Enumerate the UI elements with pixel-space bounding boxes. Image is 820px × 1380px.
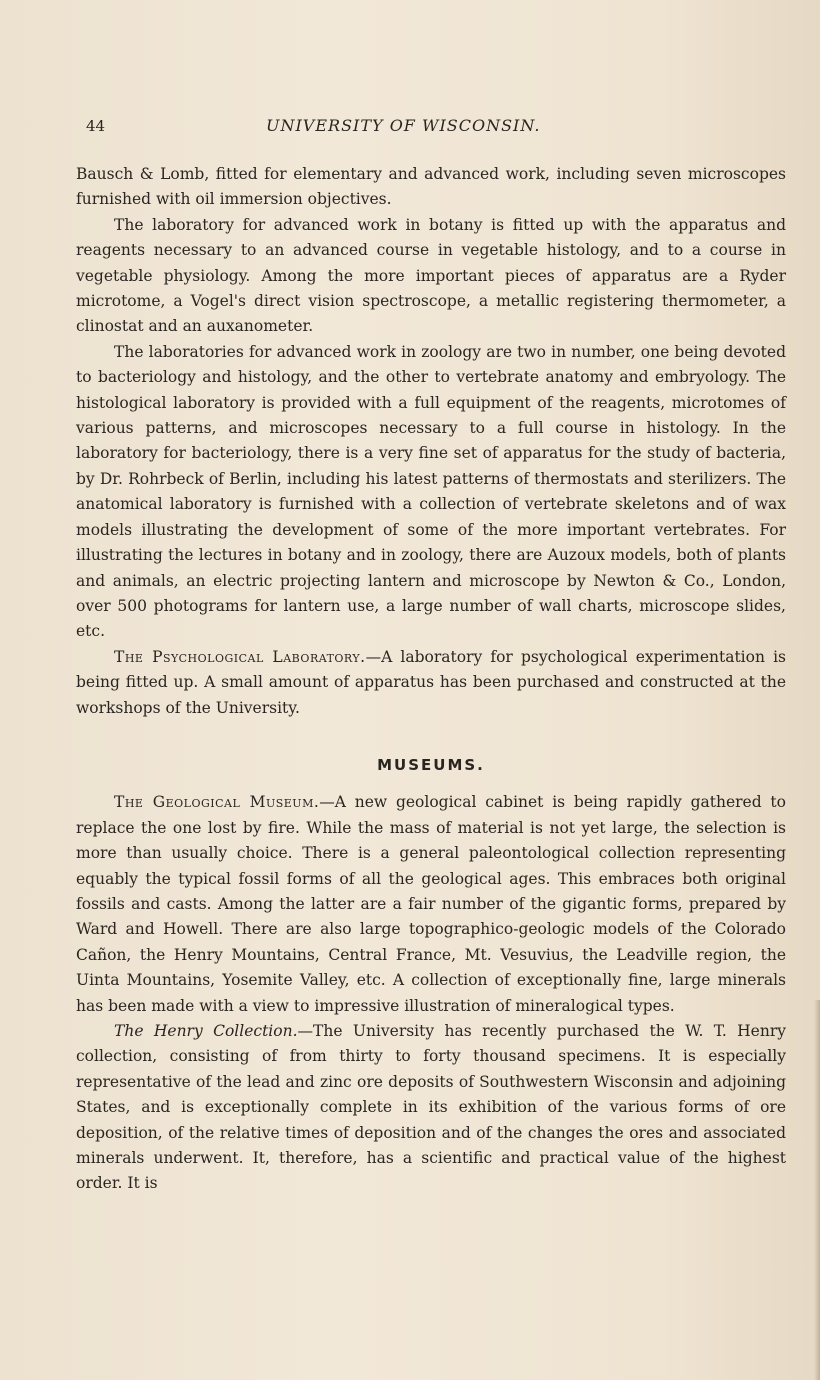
paragraph-botany-laboratory: The laboratory for advanced work in botany is fitted up with the apparatus and reagents necessary to an advanced course in vegetable histology, and to a course in vegetable physiology. Among the more important pieces of apparatus are a Ryder microtome, a Vogel's direct vision spectroscope, a metallic registering thermometer, a clinostat and an auxanometer. bbox=[76, 215, 786, 336]
psychological-laboratory-text: —A laboratory for psychological experimentation is being fitted up. A small amount of apparatus has been purchased and constructed at the workshops of the University. bbox=[76, 647, 786, 717]
paragraph-bausch-lomb: Bausch & Lomb, fitted for elementary and advanced work, including seven microscopes furnished with oil immersion objectives. bbox=[76, 165, 786, 209]
page-body bbox=[76, 162, 786, 1197]
psychological-laboratory-lead: The Psychological Laboratory. bbox=[114, 647, 366, 666]
geological-museum-text: —A new geological cabinet is being rapidly gathered to replace the one lost by fire. While the mass of material is not yet large, the selection is more than usually choice. There is a general paleontological collection representing equably the typical fossil forms of all the geological ages. This embraces both original fossils and casts. Among the latter are a fair number of the gigantic forms, prepared by Ward and Howell. There are also large topographico-geologic models of the Colorado Cañon, the Henry Mountains, Central France, Mt. Vesuvius, the Leadville region, the Uinta Mountains, Yosemite Valley, etc. A collection of exceptionally fine, large minerals has been made with a view to impressive illustration of mineralogical types. bbox=[76, 793, 786, 1015]
henry-collection-text: —The University has recently purchased the W. T. Henry collection, consisting of from thirty to forty thousand specimens. It is especially representative of the lead and zinc ore deposits of Southwestern Wisconsin and adjoining States, and is exceptionally complete in its exhibition of the various forms of ore deposition, of the relative times of deposition and of the changes the ores and associated minerals underwent. It, therefore, has a scientific and practical value of the highest order. It is bbox=[76, 1022, 786, 1193]
paragraph-psychological-laboratory bbox=[76, 645, 786, 721]
page-edge-shadow bbox=[814, 1000, 820, 1380]
running-title: UNIVERSITY OF WISCONSIN. bbox=[266, 116, 541, 135]
running-header bbox=[86, 116, 786, 135]
paragraph-geological-museum bbox=[76, 790, 786, 1019]
museums-heading: MUSEUMS. bbox=[377, 755, 485, 774]
geological-museum-lead: The Geological Museum. bbox=[114, 793, 320, 812]
paragraph-henry-collection bbox=[76, 1019, 786, 1197]
henry-collection-lead: The Henry Collection. bbox=[114, 1022, 298, 1040]
page-number: 44 bbox=[86, 117, 106, 135]
paragraph-zoology-laboratories: The laboratories for advanced work in zoology are two in number, one being devoted to bacteriology and histology, and the other to vertebrate anatomy and embryology. The histological laboratory is provided with a full equipment of the reagents, microtomes of various patterns, and microscopes necessary to a full course in histology. In the laboratory for bacteriology, there is a very fine set of apparatus for the study of bacteria, by Dr. Rohrbeck of Berlin, including his latest patterns of thermostats and sterilizers. The anatomical laboratory is furnished with a collection of vertebrate skeletons and of wax models illustrating the development of some of the more important vertebrates. For illustrating the lectures in botany and in zoology, there are Auzoux models, both of plants and animals, an electric projecting lantern and microscope by Newton & Co., London, over 500 photograms for lantern use, a large number of wall charts, microscope slides, etc. bbox=[76, 342, 786, 641]
